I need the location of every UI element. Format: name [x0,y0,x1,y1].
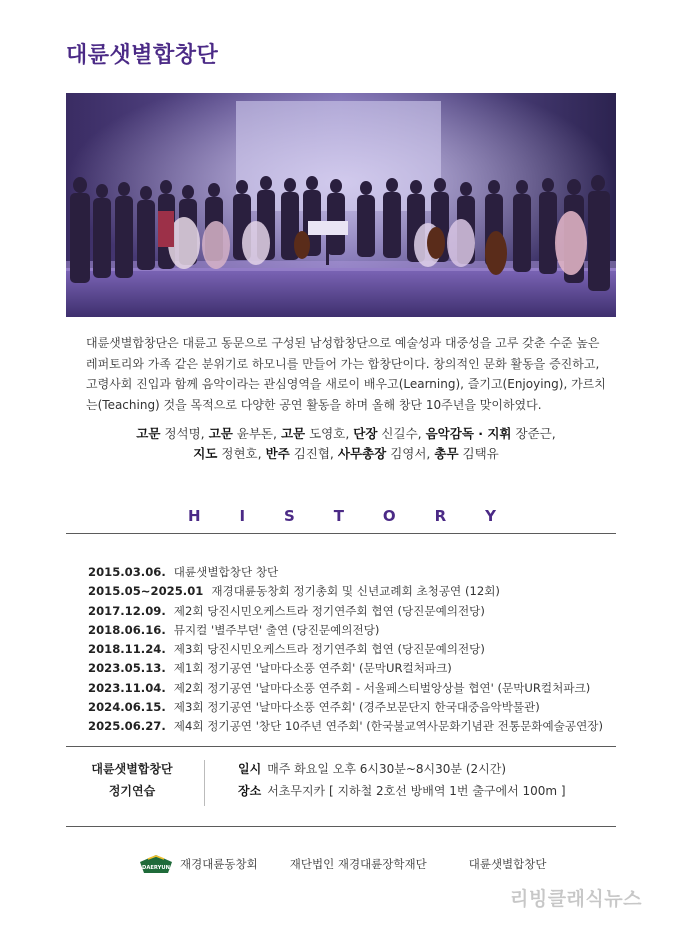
staff-name: 장준근, [515,426,556,441]
staff-role: 고문 [280,426,306,441]
history-date: 2023.05.13. [88,661,166,676]
history-item [88,679,618,698]
staff-role: 단장 [353,426,378,441]
staff-role: 고문 [136,426,161,441]
footer-organizations [138,853,598,875]
history-item [88,659,618,678]
divider [66,746,616,747]
practice-time-key: 일시 [238,762,262,776]
practice-time-row [238,758,566,780]
history-date: 2018.11.24. [88,642,166,657]
history-item [88,563,618,582]
practice-place-row [238,780,566,802]
staff-name: 정현호, [221,446,262,461]
history-list [88,563,618,737]
history-item [88,602,618,621]
staff-role: 음악감독 · 지휘 [425,426,512,441]
practice-details [238,758,566,802]
footer-org-alumni [138,853,258,875]
history-text: 제2회 정기공연 '날마다소풍 연주회 - 서울페스티벌앙상블 협연' (문막UR컬처파크) [173,680,591,695]
history-letter: H [188,507,201,525]
alumni-logo-text: DAERYUN [142,865,170,871]
history-item [88,717,618,736]
history-date: 2018.06.16. [88,622,166,637]
practice-label: 정기연습 [108,784,156,798]
history-heading [66,507,616,525]
watermark: 리빙클래식뉴스 [510,888,642,910]
history-date: 2015.03.06. [88,565,166,579]
staff-name: 김영서, [390,446,431,461]
staff-name: 김진협, [293,446,334,461]
footer-org3: 대륜샛별합창단 [468,857,547,871]
history-letter: S [284,507,295,525]
staff-role: 총무 [434,446,459,461]
staff-list [86,424,606,464]
practice-info [66,752,616,828]
page-title: 대륜샛별합창단 [66,43,219,68]
history-letter: R [434,507,447,525]
choir-group-photo [66,93,616,317]
history-date: 2015.05~2025.01 [88,584,204,599]
history-item [88,640,618,659]
staff-role: 지도 [193,446,218,461]
history-text: 대륜샛별합창단 창단 [173,565,279,579]
history-item [88,582,618,601]
history-text: 뮤지컬 '별주부뎐' 출연 (당진문예의전당) [173,622,380,637]
history-text: 제1회 정기공연 '날마다소풍 연주회' (문막UR컬처파크) [173,661,452,676]
staff-row-1 [86,424,606,444]
staff-name: 도영호, [309,426,350,441]
staff-role: 반주 [265,446,290,461]
history-text: 제2회 당진시민오케스트라 정기연주회 협연 (당진문예의전당) [173,603,485,618]
intro-paragraph: 대륜샛별합창단은 대륜고 동문으로 구성된 남성합창단으로 예술성과 대중성을 고루 갖춘 수준 높은 레퍼토리와 가족 같은 분위기로 하모니를 만들어 가는 합창단이다. 창의적인 문화 활동을 증진하고, 고령사회 진입과 함께 음악이라는 관심영역을 새로이 배우고(Learning), 즐기고(Enjoying), 가르치는(Teaching) 것을 목적으로 다양한 공연 활동을 하며 올해 창단 10주년을 맞이하였다. [86,336,606,412]
footer-org1: 재경대륜동창회 [180,857,258,871]
footer-org2: 재단법인 재경대륜장학재단 [289,857,427,871]
history-text: 제3회 당진시민오케스트라 정기연주회 협연 (당진문예의전당) [173,642,485,657]
divider [66,533,616,534]
history-text: 제4회 정기공연 '창단 10주년 연주회' (한국불교역사문화기념관 전통문화예술공연장) [173,719,603,734]
practice-place-key: 장소 [238,784,262,798]
history-item [88,698,618,717]
history-letter: O [382,507,396,525]
history-date: 2025.06.27. [88,719,166,734]
staff-name: 김택유 [462,446,499,461]
history-letter: Y [485,507,496,525]
history-letter: I [239,507,246,525]
staff-role: 고문 [208,426,233,441]
history-date: 2023.11.04. [88,680,166,695]
history-item [88,621,618,640]
history-date: 2017.12.09. [88,603,166,618]
history-letter: T [333,507,344,525]
practice-time-value: 매주 화요일 오후 6시30분~8시30분 (2시간) [267,762,507,776]
staff-name: 신길수, [381,426,422,441]
vertical-divider [204,760,205,806]
staff-name: 윤부돈, [236,426,277,441]
practice-label-block [66,752,198,812]
history-date: 2024.06.15. [88,700,166,715]
practice-place-value: 서초무지카 [ 지하철 2호선 방배역 1번 출구에서 100m ] [267,784,566,798]
practice-choir-name: 대륜샛별합창단 [91,762,173,776]
staff-name: 정석명, [164,426,205,441]
history-text: 재경대륜동창회 정기총회 및 신년교례회 초청공연 (12회) [211,584,500,599]
history-text: 제3회 정기공연 '날마다소풍 연주회' (경주보문단지 한국대중음악박물관) [173,700,540,715]
divider [66,826,616,827]
staff-role: 사무총장 [337,446,387,461]
alumni-logo-icon [138,853,174,875]
staff-row-2 [86,444,606,464]
